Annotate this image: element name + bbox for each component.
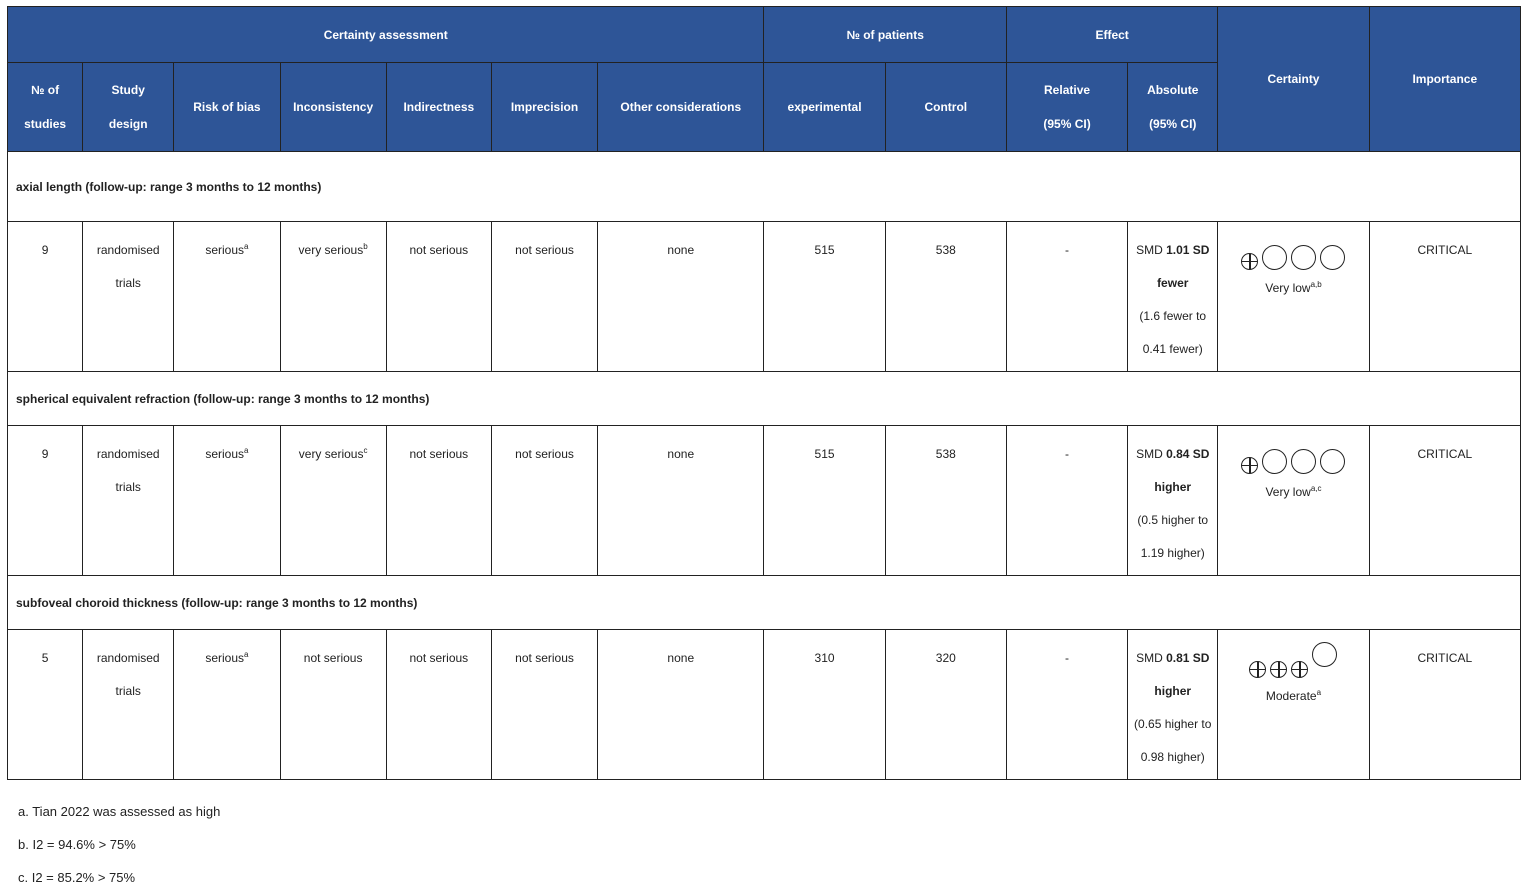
header-importance: Importance xyxy=(1369,7,1520,152)
abs-direction: higher xyxy=(1154,480,1192,494)
cell-inconsistency xyxy=(280,426,386,576)
certainty-label-text: Very low xyxy=(1265,281,1311,295)
design-line1: randomised xyxy=(96,651,160,665)
abs-direction: higher xyxy=(1154,684,1192,698)
outcome-title: axial length (follow-up: range 3 months to 12 months) xyxy=(8,152,1521,222)
cell-imprecision: not serious xyxy=(491,630,597,780)
footnote-ref: a,c xyxy=(1310,484,1322,493)
outcome-title: subfoveal choroid thickness (follow-up: range 3 months to 12 months) xyxy=(8,576,1521,630)
cell-no-of-studies: 5 xyxy=(8,630,83,780)
certainty-filled-circle-plus-icon xyxy=(1249,661,1266,678)
header-risk-of-bias: Risk of bias xyxy=(174,63,280,152)
header-study-design xyxy=(83,63,174,152)
certainty-empty-circle-icon xyxy=(1262,449,1287,474)
abs-direction: fewer xyxy=(1157,276,1189,290)
certainty-label-text: Moderate xyxy=(1265,689,1317,703)
cell-experimental: 515 xyxy=(764,222,885,372)
footnote-ref: b xyxy=(363,242,368,251)
cell-absolute xyxy=(1128,426,1218,576)
abs-value: 0.84 SD xyxy=(1166,447,1210,461)
cell-experimental: 310 xyxy=(764,630,885,780)
cell-certainty xyxy=(1218,630,1369,780)
cell-absolute xyxy=(1128,630,1218,780)
header-relative xyxy=(1006,63,1127,152)
header-no-of-patients: № of patients xyxy=(764,7,1006,63)
cell-inconsistency xyxy=(280,222,386,372)
cell-relative: - xyxy=(1006,426,1127,576)
cell-importance: CRITICAL xyxy=(1369,222,1520,372)
certainty-filled-circle-plus-icon xyxy=(1241,457,1258,474)
header-absolute-line2: (95% CI) xyxy=(1149,117,1197,131)
grade-evidence-table-container xyxy=(7,6,1521,780)
header-certainty-assessment: Certainty assessment xyxy=(8,7,764,63)
outcome-data-row xyxy=(8,222,1521,372)
abs-ci-line2: 1.19 higher) xyxy=(1140,546,1205,560)
cell-relative: - xyxy=(1006,222,1127,372)
abs-prefix: SMD xyxy=(1136,243,1167,257)
abs-value: 0.81 SD xyxy=(1166,651,1210,665)
header-no-of-studies-line1: № of xyxy=(31,83,60,97)
abs-ci-line2: 0.98 higher) xyxy=(1140,750,1205,764)
cell-control: 320 xyxy=(885,630,1006,780)
cell-experimental: 515 xyxy=(764,426,885,576)
outcome-title-row xyxy=(8,152,1521,222)
cell-certainty xyxy=(1218,222,1369,372)
cell-other-considerations: none xyxy=(598,426,764,576)
cell-indirectness: not serious xyxy=(386,426,491,576)
cell-study-design xyxy=(83,630,174,780)
cell-indirectness: not serious xyxy=(386,222,491,372)
cell-control: 538 xyxy=(885,426,1006,576)
footnote-c: c. I2 = 85.2% > 75% xyxy=(18,870,136,885)
certainty-rating xyxy=(1220,234,1366,270)
certainty-empty-circle-icon xyxy=(1291,449,1316,474)
abs-ci-line1: (0.65 higher to xyxy=(1134,717,1212,731)
certainty-rating xyxy=(1220,642,1366,678)
cell-risk-of-bias xyxy=(174,630,280,780)
cell-certainty xyxy=(1218,426,1369,576)
table-header xyxy=(8,7,1521,152)
header-row-groups xyxy=(8,7,1521,63)
footnote-b: b. I2 = 94.6% > 75% xyxy=(18,837,136,852)
outcome-title-row xyxy=(8,576,1521,630)
design-line2: trials xyxy=(115,276,141,290)
outcome-title: spherical equivalent refraction (follow-up: range 3 months to 12 months) xyxy=(8,372,1521,426)
certainty-rating xyxy=(1220,438,1366,474)
certainty-empty-circle-icon xyxy=(1320,449,1345,474)
cell-imprecision: not serious xyxy=(491,426,597,576)
risk-of-bias-text: serious xyxy=(205,447,245,461)
footnote-ref: c xyxy=(363,446,368,455)
table-body xyxy=(8,152,1521,780)
cell-other-considerations: none xyxy=(598,222,764,372)
cell-other-considerations: none xyxy=(598,630,764,780)
footnote-a: a. Tian 2022 was assessed as high xyxy=(18,804,221,819)
design-line2: trials xyxy=(115,684,141,698)
cell-importance: CRITICAL xyxy=(1369,630,1520,780)
design-line1: randomised xyxy=(96,243,160,257)
abs-value: 1.01 SD xyxy=(1166,243,1210,257)
header-certainty: Certainty xyxy=(1218,7,1369,152)
header-effect: Effect xyxy=(1006,7,1217,63)
header-study-design-line2: design xyxy=(108,117,148,131)
footnote-ref: a xyxy=(1316,688,1322,697)
abs-ci-line1: (0.5 higher to xyxy=(1137,513,1209,527)
cell-study-design xyxy=(83,426,174,576)
certainty-empty-circle-icon xyxy=(1262,245,1287,270)
certainty-label xyxy=(1220,482,1366,502)
risk-of-bias-text: serious xyxy=(205,243,245,257)
cell-risk-of-bias xyxy=(174,222,280,372)
inconsistency-text: not serious xyxy=(303,651,363,665)
cell-no-of-studies: 9 xyxy=(8,222,83,372)
footnote-ref: a xyxy=(244,242,249,251)
header-relative-line1: Relative xyxy=(1044,83,1091,97)
footnote-ref: a xyxy=(244,650,249,659)
header-absolute-line1: Absolute xyxy=(1147,83,1199,97)
outcome-data-row xyxy=(8,630,1521,780)
footnote-ref: a,b xyxy=(1310,280,1322,289)
risk-of-bias-text: serious xyxy=(205,651,245,665)
certainty-label-text: Very low xyxy=(1265,485,1311,499)
header-no-of-studies-line2: studies xyxy=(24,117,67,131)
header-other-considerations: Other considerations xyxy=(598,63,764,152)
certainty-label xyxy=(1220,686,1366,706)
certainty-filled-circle-plus-icon xyxy=(1241,253,1258,270)
outcome-title-row xyxy=(8,372,1521,426)
inconsistency-text: very serious xyxy=(298,243,364,257)
header-relative-line2: (95% CI) xyxy=(1043,117,1091,131)
cell-study-design xyxy=(83,222,174,372)
certainty-label xyxy=(1220,278,1366,298)
header-absolute xyxy=(1128,63,1218,152)
header-no-of-studies xyxy=(8,63,83,152)
design-line1: randomised xyxy=(96,447,160,461)
cell-imprecision: not serious xyxy=(491,222,597,372)
header-experimental: experimental xyxy=(764,63,885,152)
cell-inconsistency xyxy=(280,630,386,780)
abs-prefix: SMD xyxy=(1136,447,1167,461)
certainty-filled-circle-plus-icon xyxy=(1291,661,1308,678)
abs-ci-line1: (1.6 fewer to xyxy=(1139,309,1207,323)
header-inconsistency: Inconsistency xyxy=(280,63,386,152)
footnotes xyxy=(18,795,220,894)
footnote-ref: a xyxy=(244,446,249,455)
cell-control: 538 xyxy=(885,222,1006,372)
cell-relative: - xyxy=(1006,630,1127,780)
header-study-design-line1: Study xyxy=(111,83,145,97)
certainty-empty-circle-icon xyxy=(1291,245,1316,270)
cell-importance: CRITICAL xyxy=(1369,426,1520,576)
inconsistency-text: very serious xyxy=(298,447,364,461)
header-indirectness: Indirectness xyxy=(386,63,491,152)
abs-prefix: SMD xyxy=(1136,651,1167,665)
header-imprecision: Imprecision xyxy=(491,63,597,152)
cell-indirectness: not serious xyxy=(386,630,491,780)
outcome-data-row xyxy=(8,426,1521,576)
cell-risk-of-bias xyxy=(174,426,280,576)
cell-no-of-studies: 9 xyxy=(8,426,83,576)
certainty-empty-circle-icon xyxy=(1312,642,1337,667)
grade-evidence-table xyxy=(7,6,1521,780)
certainty-filled-circle-plus-icon xyxy=(1270,661,1287,678)
cell-absolute xyxy=(1128,222,1218,372)
design-line2: trials xyxy=(115,480,141,494)
header-control: Control xyxy=(885,63,1006,152)
abs-ci-line2: 0.41 fewer) xyxy=(1142,342,1203,356)
certainty-empty-circle-icon xyxy=(1320,245,1345,270)
